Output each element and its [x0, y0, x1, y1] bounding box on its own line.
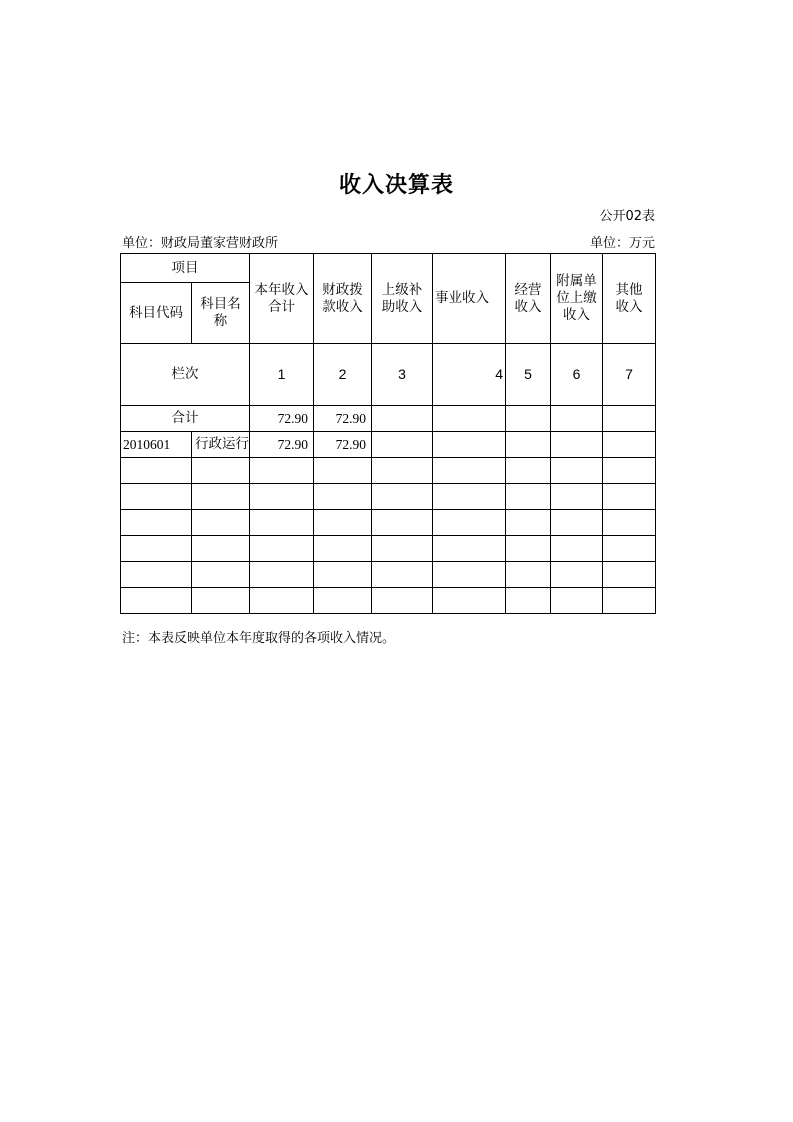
column-number-1: 1: [250, 344, 314, 406]
column-number-2: 2: [314, 344, 372, 406]
header-affiliated: 附属单位上缴收入: [551, 254, 603, 344]
header-name: 科目名称: [192, 283, 250, 344]
column-number-3: 3: [372, 344, 433, 406]
empty-row: [121, 510, 656, 536]
empty-row: [121, 588, 656, 614]
currency-unit: 单位：万元: [589, 236, 655, 251]
column-number-7: 7: [603, 344, 656, 406]
total-row: [121, 406, 656, 432]
form-number: 公开02表: [599, 209, 655, 224]
total-amount: 72.90: [250, 406, 314, 432]
total-label: 合计: [121, 406, 250, 432]
header-code: 科目代码: [121, 283, 192, 344]
row-code: 2010601: [121, 432, 192, 458]
header-fiscal: 财政拨款收入: [314, 254, 372, 344]
empty-row: [121, 562, 656, 588]
header-total: 本年收入合计: [250, 254, 314, 344]
footnote: 注：本表反映单位本年度取得的各项收入情况。: [122, 631, 396, 646]
header-operating: 经营收入: [506, 254, 551, 344]
total-fiscal: 72.90: [314, 406, 372, 432]
header-business: 事业收入: [433, 254, 506, 344]
row-name: 行政运行: [192, 432, 250, 458]
row-total: 72.90: [250, 432, 314, 458]
page-title: 收入决算表: [338, 173, 454, 198]
column-number-5: 5: [506, 344, 551, 406]
column-number-label: 栏次: [121, 344, 250, 406]
table-row: [121, 432, 656, 458]
header-other: 其他收入: [603, 254, 656, 344]
unit-name: 单位：财政局董家营财政所: [122, 236, 279, 251]
row-fiscal: 72.90: [314, 432, 372, 458]
income-table: [120, 253, 656, 614]
header-upper-subsidy: 上级补助收入: [372, 254, 433, 344]
column-number-6: 6: [551, 344, 603, 406]
column-number-4: 4: [433, 344, 506, 406]
header-item: 项目: [121, 254, 250, 283]
empty-row: [121, 484, 656, 510]
empty-row: [121, 536, 656, 562]
empty-row: [121, 458, 656, 484]
